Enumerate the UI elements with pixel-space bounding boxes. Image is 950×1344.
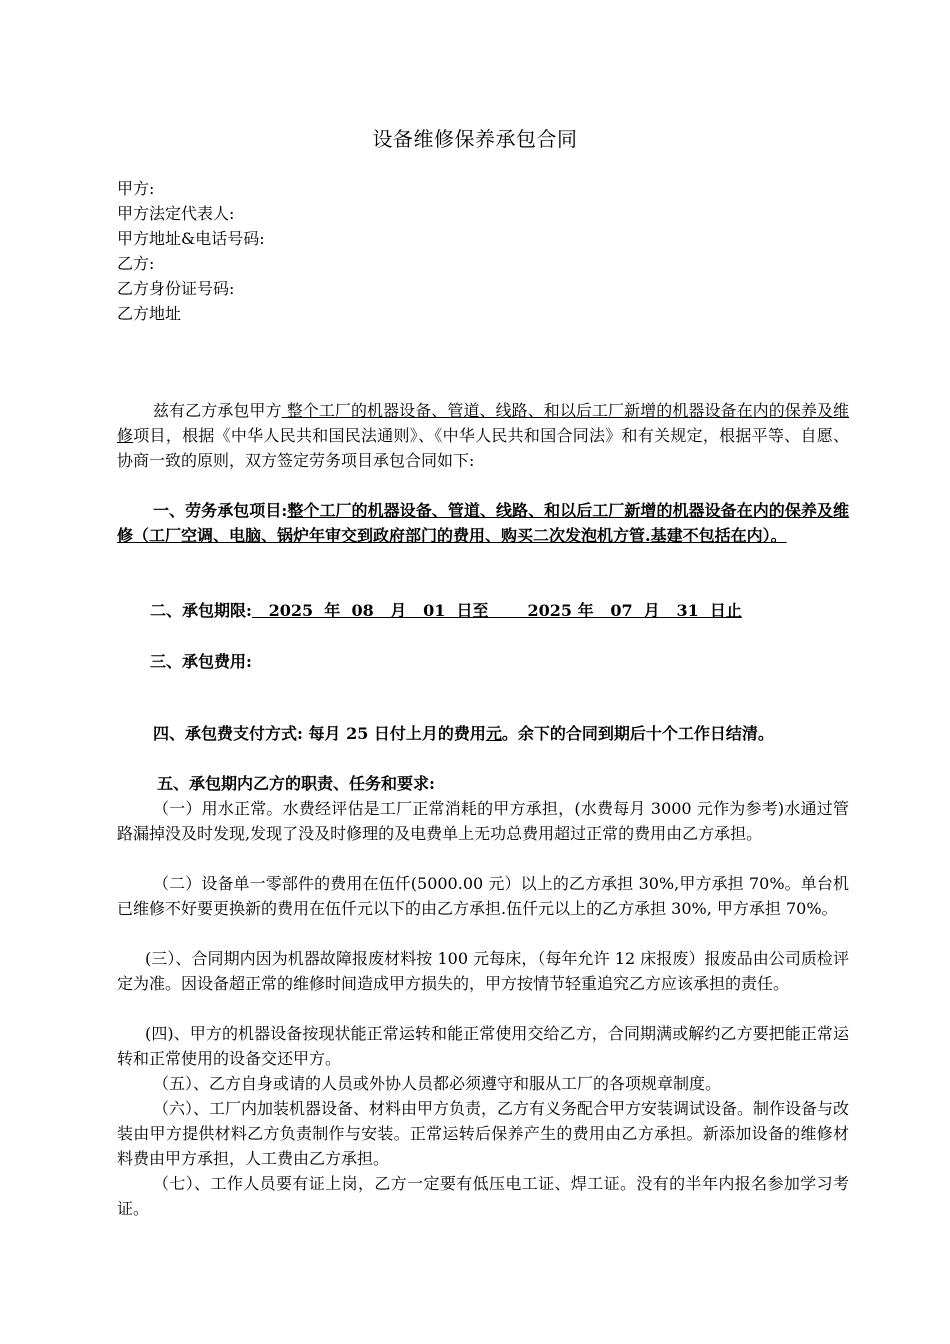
intro-text-before: 兹有乙方承包甲方 (153, 401, 282, 420)
section-3-paragraph (150, 649, 850, 674)
section-2-label: 二、承包期限: (150, 601, 252, 620)
party-info-block (117, 176, 265, 326)
section-1-paragraph (117, 498, 849, 548)
contract-period-field: 2025 年 08 月 01 日至 2025 年 07 月 31 日止 (251, 601, 742, 620)
section-4-text-b: 。余下的合同到期后十个工作日结清。 (501, 724, 774, 743)
party-a-label: 甲方: (117, 179, 155, 198)
section-5-item-6: （六）、工厂内加装机器设备、材料由甲方负责，乙方有义务配合甲方安装调试设备。制作设备与改装由甲方提供材料乙方负责制作与安装。正常运转后保养产生的费用由乙方承担。新添加设备的维修材料费由甲方承担，人工费由乙方承担。 (117, 1099, 850, 1168)
intro-paragraph (117, 398, 849, 473)
party-b-address-label: 乙方地址 (117, 304, 182, 323)
section-4-label: 四、承包费支付方式: (153, 724, 303, 743)
section-4-text-a: 每月 25 日付上月的费用 (302, 724, 486, 743)
section-4-unit: 元 (485, 724, 502, 743)
party-b-id-label: 乙方身份证号码: (117, 279, 235, 298)
section-5-item-5: （五）、乙方自身或请的人员或外协人员都必须遵守和服从工厂的各项规章制度。 (153, 1074, 722, 1093)
section-4-paragraph (117, 721, 849, 746)
document-title: 设备维修保养承包合同 (372, 127, 578, 151)
section-5-item-7: （七）、工作人员要有证上岗，乙方一定要有低压电工证、焊工证。没有的半年内报名参加学习考证。 (117, 1174, 849, 1218)
section-5-item-1: （一）用水正常。水费经评估是工厂正常消耗的甲方承担，(水费每月 3000 元作为参考)水通过管路漏掉没及时发现,发现了没及时修理的及电费单上无功总费用超过正常的费用由乙方承担。 (117, 799, 849, 843)
intro-text-after: 项目，根据《中华人民共和国民法通则》、《中华人民共和国合同法》和有关规定，根据平等、自愿、协商一致的原则，双方签定劳务项目承包合同如下: (117, 426, 849, 470)
party-a-representative-label: 甲方法定代表人: (117, 204, 235, 223)
section-5-item-3: (三）、合同期内因为机器故障报废材料按 100 元每床，（每年允许 12 床报废）报废品由公司质检评定为准。因设备超正常的维修时间造成甲方损失的，甲方按情节轻重追究乙方应该承担的责任。 (117, 949, 849, 993)
intro-scope-underlined: 整个工厂的机器设备、管道、线路、和以后工厂新增的机器设备在内的保养及维修 (117, 401, 849, 445)
party-b-label: 乙方: (117, 254, 155, 273)
section-5-item-4: (四)、甲方的机器设备按现状能正常运转和能正常使用交给乙方，合同期满或解约乙方要把能正常运转和正常使用的设备交还甲方。 (117, 1024, 849, 1068)
section-1-content: 整个工厂的机器设备、管道、线路、和以后工厂新增的机器设备在内的保养及维修（工厂空调、电脑、锅炉年审交到政府部门的费用、购买二次发泡机方管.基建不包括在内）。 (117, 501, 849, 545)
party-a-address-phone-label: 甲方地址&电话号码: (117, 229, 265, 248)
section-3-label: 三、承包费用: (150, 652, 252, 671)
section-5-heading: 五、承包期内乙方的职责、任务和要求: (157, 774, 435, 793)
section-1-label: 一、劳务承包项目: (153, 501, 288, 520)
section-5-item-2: （二）设备单一零部件的费用在伍仟(5000.00 元）以上的乙方承担 30%,甲方承担 70%。单台机已维修不好要更换新的费用在伍仟元以下的由乙方承担.伍仟元以上的乙方承担 30%, 甲方承担 70%。 (117, 874, 849, 918)
section-2-paragraph (150, 598, 850, 623)
